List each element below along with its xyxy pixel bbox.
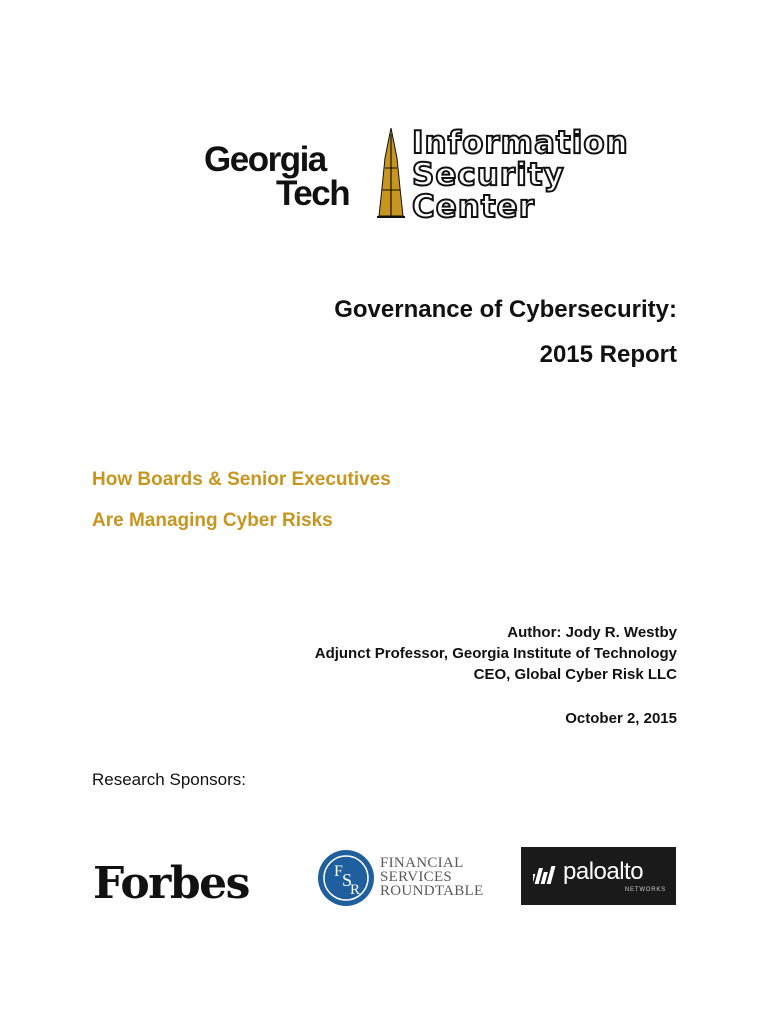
author-title: Adjunct Professor, Georgia Institute of Technology bbox=[314, 645, 677, 662]
logo-security-text: Security bbox=[412, 157, 565, 193]
report-date: October 2, 2015 bbox=[565, 710, 677, 727]
author-affiliation: CEO, Global Cyber Risk LLC bbox=[473, 666, 677, 683]
fsr-logo bbox=[316, 846, 486, 910]
paloalto-wordmark: paloalto bbox=[563, 858, 644, 885]
research-sponsors-label: Research Sponsors: bbox=[92, 770, 247, 789]
report-subtitle-line2: Are Managing Cyber Risks bbox=[92, 510, 333, 531]
svg-text:F: F bbox=[334, 863, 343, 880]
report-subtitle-line1: How Boards & Senior Executives bbox=[92, 469, 391, 490]
paloalto-bars-icon bbox=[533, 864, 557, 888]
report-title-line1: Governance of Cybersecurity: bbox=[334, 296, 677, 323]
forbes-logo: Forbes bbox=[93, 858, 249, 909]
logo-georgia-text: Georgia bbox=[204, 140, 326, 179]
logo-tech-text: Tech bbox=[276, 174, 350, 213]
logo-information-text: Information bbox=[412, 125, 629, 161]
fsr-emblem-icon bbox=[316, 848, 376, 908]
georgia-tech-isc-logo bbox=[196, 124, 666, 224]
fsr-text-line1: FINANCIAL bbox=[380, 855, 464, 871]
fsr-text-line2: SERVICES bbox=[380, 869, 453, 885]
svg-text:R: R bbox=[350, 882, 361, 898]
paloalto-networks-text: NETWORKS bbox=[624, 887, 666, 893]
fsr-text-line3: ROUNDTABLE bbox=[380, 883, 484, 899]
report-title-line2: 2015 Report bbox=[539, 341, 677, 368]
tower-icon bbox=[376, 128, 406, 220]
logo-center-text: Center bbox=[412, 189, 535, 225]
paloalto-networks-logo bbox=[521, 847, 676, 905]
author-name: Author: Jody R. Westby bbox=[507, 624, 677, 641]
svg-text:S: S bbox=[342, 870, 353, 890]
